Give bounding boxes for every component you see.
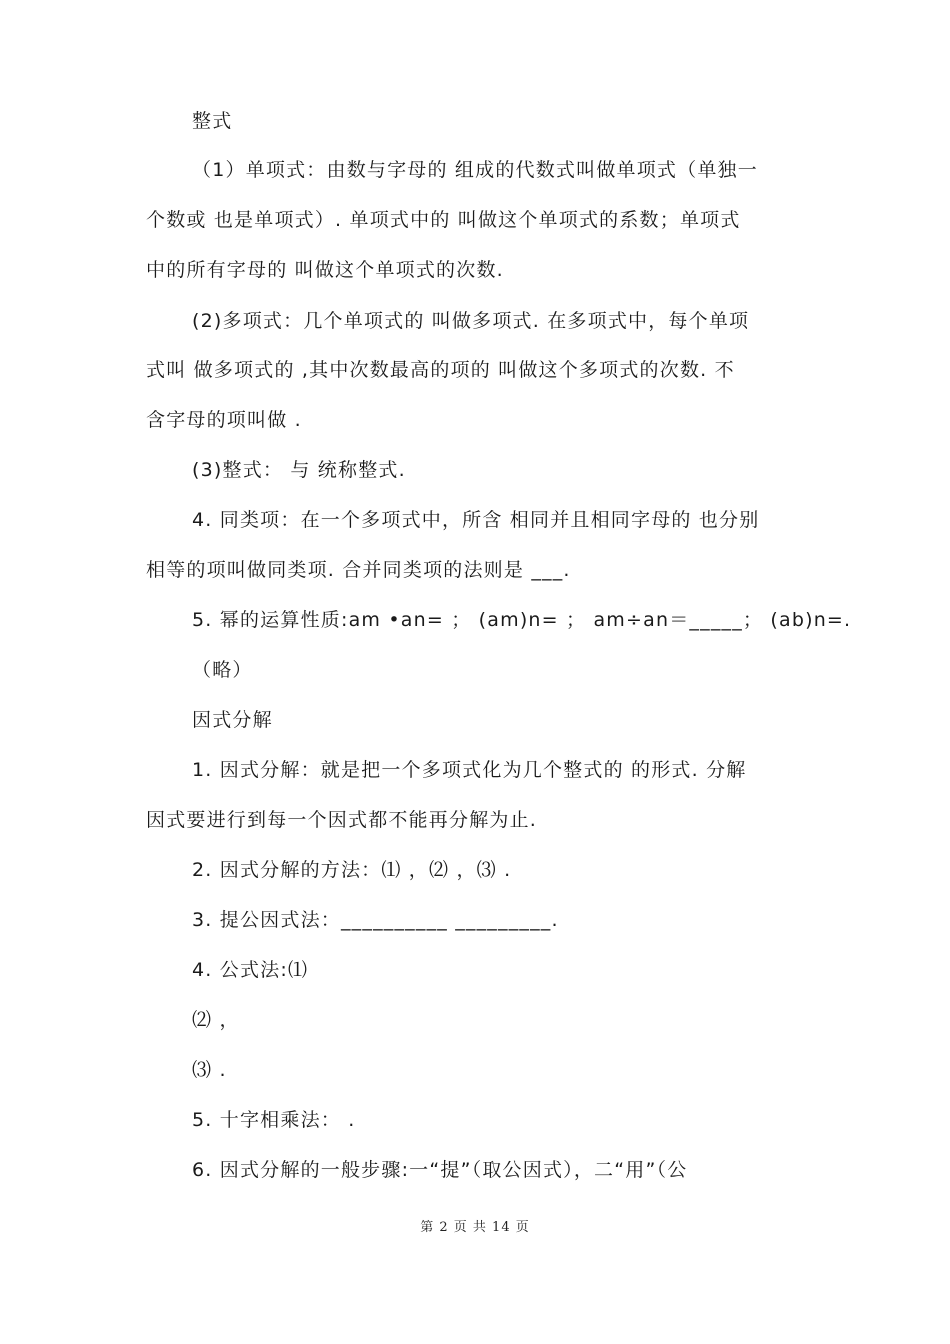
text-line: 含字母的项叫做 . [146,409,302,431]
text-line: (2)多项式：几个单项式的 叫做多项式. 在多项式中，每个单项 [192,310,750,332]
text-line: 6. 因式分解的一般步骤:一“提”（取公因式），二“用”（公 [192,1159,688,1181]
page-footer: 第 2 页 共 14 页 [420,1220,530,1235]
text-line: （略） [192,659,253,681]
text-line: 因式要进行到每一个因式都不能再分解为止. [146,809,538,831]
text-line: 式叫 做多项式的 ,其中次数最高的项的 叫做这个多项式的次数. 不 [146,359,735,381]
heading-yinshifenjie: 因式分解 [192,709,273,731]
text-line: 相等的项叫做同类项. 合并同类项的法则是 ___. [146,559,571,581]
text-line: 5. 幂的运算性质:am •an= ； (am)n= ； am÷an＝_____； (ab)n=. [192,609,852,631]
text-line: 2. 因式分解的方法：⑴ ，⑵ ，⑶ . [192,859,512,881]
text-line: 4. 同类项：在一个多项式中，所含 相同并且相同字母的 也分别 [192,509,760,531]
text-line: 5. 十字相乘法： . [192,1109,356,1131]
text-line: 3. 提公因式法：__________ _________. [192,909,559,931]
text-line: （1）单项式：由数与字母的 组成的代数式叫做单项式（单独一 [192,159,758,181]
text-line: ⑵ ， [192,1009,240,1031]
text-line: (3)整式： 与 统称整式. [192,459,406,481]
text-line: ⑶ . [192,1059,227,1081]
text-line: 1. 因式分解：就是把一个多项式化为几个整式的 的形式. 分解 [192,759,747,781]
text-line: 个数或 也是单项式）. 单项式中的 叫做这个单项式的系数；单项式 [146,209,741,231]
text-line: 4. 公式法:⑴ [192,959,309,981]
heading-zhengshi: 整式 [192,110,233,132]
text-line: 中的所有字母的 叫做这个单项式的次数. [146,259,504,281]
